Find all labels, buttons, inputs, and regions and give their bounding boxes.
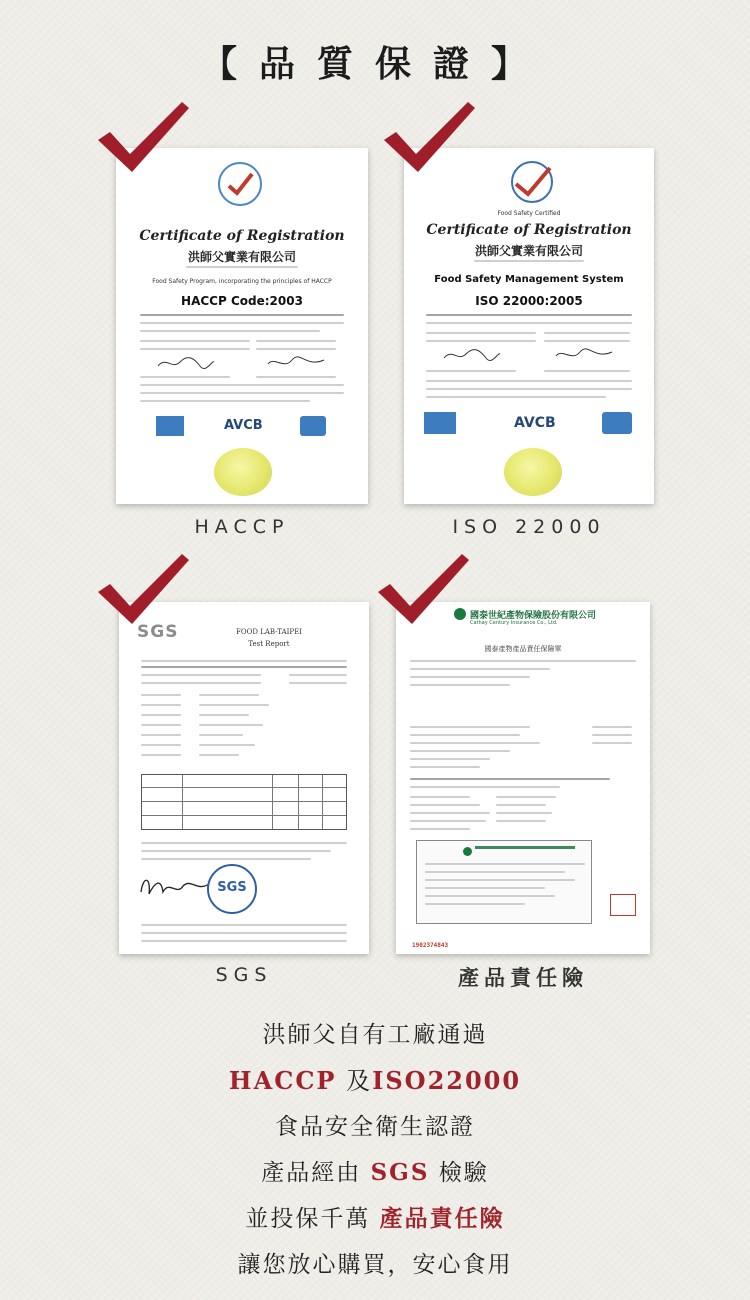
summary-line-1: 洪師父自有工廠通過 <box>262 1022 488 1048</box>
sgs-lab-name: FOOD LAB-TAIPEI <box>236 628 302 636</box>
certificate-company: 洪師父實業有限公司 <box>474 244 583 258</box>
certificate-code: ISO 22000:2005 <box>475 294 583 308</box>
red-seal-icon <box>610 894 636 916</box>
product-liability-policy <box>396 602 650 954</box>
signature-icon <box>266 354 326 372</box>
accreditation-logos <box>156 416 328 438</box>
red-checkmark-icon <box>382 100 477 175</box>
iso22000-certificate: Food Safety Certified Certificate of Registration 洪師父實業有限公司 Food Safety Management System ISO 22000:2005 AVCB <box>404 148 654 504</box>
insurer-name: 國泰世紀產物保險股份有限公司 <box>470 611 597 621</box>
sgs-test-report <box>119 602 369 954</box>
seal-icon <box>214 448 272 496</box>
sgs-stamp-text: SGS <box>217 880 247 895</box>
certificate-title: Certificate of Registration <box>426 222 632 238</box>
page-heading: 【品質保證】 <box>200 44 549 85</box>
liability-insurance-label: 產品責任險 <box>458 966 588 990</box>
red-checkmark-icon <box>96 100 191 175</box>
certificate-code: HACCP Code:2003 <box>181 294 303 308</box>
summary-line-6: 讓您放心購買，安心食用 <box>237 1252 513 1278</box>
signature-icon <box>137 872 213 900</box>
insurer-name-en: Cathay Century Insurance Co., Ltd. <box>470 620 558 626</box>
certificate-company: 洪師父實業有限公司 <box>187 250 296 264</box>
summary-line-5: 並投保千萬 產品責任險 <box>245 1205 505 1232</box>
endorsement-sheet <box>416 840 592 924</box>
red-checkmark-icon <box>376 552 471 627</box>
test-result-table <box>141 774 347 830</box>
certificate-scope: Food Safety Management System <box>434 274 624 285</box>
summary-text <box>0 1012 750 1288</box>
policy-title: 國泰產物產品責任保險單 <box>484 645 562 653</box>
haccp-certificate <box>116 148 368 504</box>
red-checkmark-icon <box>96 552 191 627</box>
summary-line-3: 食品安全衛生認證 <box>275 1114 475 1140</box>
sgs-stamp <box>207 864 257 914</box>
signature-icon <box>554 346 614 364</box>
policy-number: 1902374843 <box>412 942 449 949</box>
tqcsi-logo-icon <box>218 162 262 206</box>
certificate-scope: Food Safety Program, incorporating the principles of HACCP <box>152 278 332 285</box>
summary-line-4: 產品經由 SGS 檢驗 <box>261 1159 489 1186</box>
haccp-label: HACCP <box>194 516 290 538</box>
avcb-logo: AVCB <box>224 418 263 433</box>
seal-icon <box>504 448 562 496</box>
sgs-report-title: Test Report <box>248 640 290 648</box>
sgs-label: SGS <box>215 964 273 986</box>
iso22000-label: ISO 22000 <box>452 516 606 538</box>
summary-line-2: HACCP 及ISO22000 <box>228 1066 522 1095</box>
signature-icon <box>442 346 502 364</box>
sgs-logo: SGS <box>137 622 179 642</box>
certificate-title: Certificate of Registration <box>139 228 345 244</box>
accreditation-logos <box>424 412 634 436</box>
avcb-logo: AVCB <box>514 415 556 431</box>
signature-icon <box>156 354 216 372</box>
tqcsi-logo <box>504 160 560 204</box>
